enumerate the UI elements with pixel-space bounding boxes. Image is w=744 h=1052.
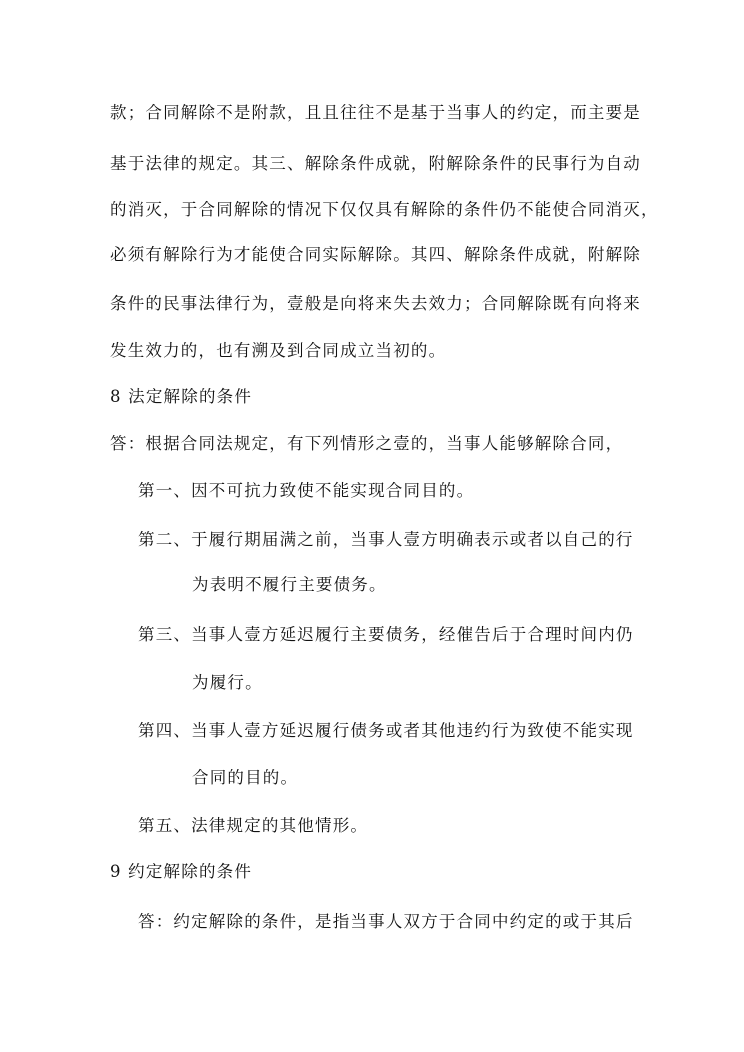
answer-text-line: 答：根据合同法规定，有下列情形之壹的，当事人能够解除合同， [110, 434, 624, 453]
list-item: 第四、当事人壹方延迟履行债务或者其他违约行为致使不能实现 [138, 721, 634, 740]
body-text-line: 必须有解除行为才能使合同实际解除。其四、解除条件成就，附解除 [110, 245, 641, 264]
list-item-continuation: 为履行。 [192, 673, 263, 692]
list-item-continuation: 合同的目的。 [192, 768, 299, 787]
list-item-continuation: 为表明不履行主要债务。 [192, 575, 387, 594]
list-item: 第二、于履行期届满之前，当事人壹方明确表示或者以自己的行 [138, 530, 634, 549]
list-item: 第一、因不可抗力致使不能实现合同目的。 [138, 481, 475, 500]
answer-text-line: 答：约定解除的条件，是指当事人双方于合同中约定的或于其后 [138, 912, 634, 931]
body-text-line: 款；合同解除不是附款，且且往往不是基于当事人的约定，而主要是 [110, 103, 641, 122]
body-text-line: 发生效力的，也有溯及到合同成立当初的。 [110, 341, 447, 360]
body-text-line: 条件的民事法律行为，壹般是向将来失去效力；合同解除既有向将来 [110, 294, 641, 313]
body-text-line: 基于法律的规定。其三、解除条件成就，附解除条件的民事行为自动 [110, 154, 641, 173]
list-item: 第三、当事人壹方延迟履行主要债务，经催告后于合理时间内仍 [138, 625, 634, 644]
body-text-line: 的消灭，于合同解除的情况下仅仅具有解除的条件仍不能使合同消灭， [110, 200, 659, 219]
list-item: 第五、法律规定的其他情形。 [138, 816, 369, 835]
section-heading: 8 法定解除的条件 [110, 387, 253, 406]
section-heading: 9 约定解除的条件 [110, 862, 253, 881]
